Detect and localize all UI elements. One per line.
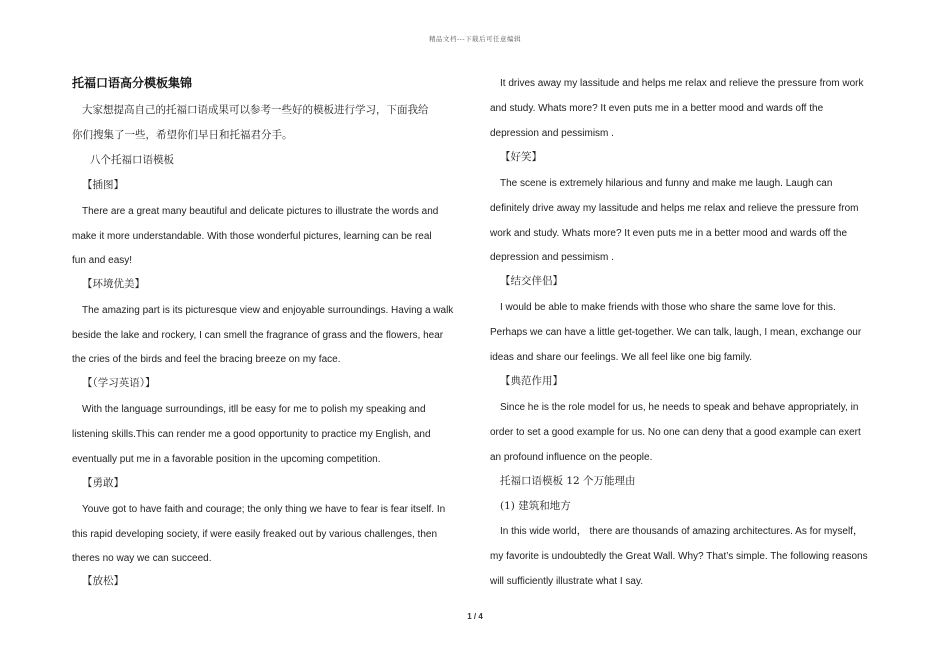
section-heading-role-model: 【典范作用】 — [500, 375, 563, 387]
text-line: Perhaps we can have a little get-together. We can talk, laugh, I mean, exchange our — [490, 327, 862, 338]
section-heading-learning-english: 【（学习英语）】 — [82, 377, 156, 389]
text-line: work and study. Whats more? It even puts me in a better mood and wards off the — [490, 228, 848, 239]
text-line: make it more understandable. With those wonderful pictures, learning can be real — [72, 231, 432, 242]
text-line: and study. Whats more? It even puts me in a better mood and wards off the — [490, 103, 824, 114]
text-line: Youve got to have faith and courage; the only thing we have to fear is fear itself. In — [82, 504, 446, 515]
text-line: The amazing part is its picturesque view and enjoyable surroundings. Having a walk — [82, 305, 454, 316]
text-line: There are a great many beautiful and delicate pictures to illustrate the words and — [82, 206, 439, 217]
text-line: order to set a good example for us. No one can deny that a good example can exert — [490, 427, 861, 438]
text-line: fun and easy! — [72, 255, 133, 266]
text-line: Since he is the role model for us, he needs to speak and behave appropriately, in — [500, 402, 859, 413]
text-line: ideas and share our feelings. We all feel like one big family. — [490, 352, 752, 363]
text-line: depression and pessimism . — [490, 252, 614, 263]
text-line: will sufficiently illustrate what I say. — [490, 576, 644, 587]
page-header: 精品文档---下载后可任意编辑 — [428, 35, 522, 43]
section-heading-environment: 【环境优美】 — [82, 278, 145, 290]
text-line: depression and pessimism . — [490, 128, 614, 139]
page-number: 1 / 4 — [467, 612, 483, 621]
subtitle-reasons: 托福口语模板 12 个万能理由 — [500, 475, 636, 487]
text-line: listening skills.This can render me a good opportunity to practice my English, and — [72, 429, 431, 440]
text-line: the cries of the birds and feel the bracing breeze on my face. — [72, 354, 341, 365]
text-line: I would be able to make friends with those who share the same love for this. — [500, 302, 836, 313]
text-line: this rapid developing society, if were easily freaked out by various challenges, then — [72, 529, 438, 540]
text-line: theres no way we can succeed. — [72, 553, 212, 564]
text-line: eventually put me in a favorable position in the upcoming competition. — [72, 454, 381, 465]
section-heading-funny: 【好笑】 — [500, 151, 542, 163]
subtitle: 八个托福口语模板 — [90, 154, 174, 166]
reason-heading: (1) 建筑和地方 — [500, 500, 571, 512]
text-line: It drives away my lassitude and helps me relax and relieve the pressure from work — [500, 78, 864, 89]
section-heading-friends: 【结交伴侣】 — [500, 275, 563, 287]
text-line: my favorite is undoubtedly the Great Wall. Why? That’s simple. The following reasons — [490, 551, 868, 562]
text-line: In this wide world， there are thousands of amazing architectures. As for myself， — [500, 526, 863, 537]
document-title: 托福口语高分模板集锦 — [72, 76, 193, 90]
text-line: With the language surroundings, itll be easy for me to polish my speaking and — [82, 404, 426, 415]
text-line: an profound influence on the people. — [490, 452, 653, 463]
section-heading-illustration: 【插图】 — [82, 179, 124, 191]
text-line: beside the lake and rockery, I can smell the fragrance of grass and the flowers, hear — [72, 330, 444, 341]
section-heading-relax: 【放松】 — [82, 575, 124, 587]
text-line: definitely drive away my lassitude and helps me relax and relieve the pressure from — [490, 203, 859, 214]
intro-line: 大家想提高自己的托福口语成果可以参考一些好的模板进行学习，下面我给 — [82, 104, 429, 116]
text-line: The scene is extremely hilarious and funny and make me laugh. Laugh can — [500, 178, 833, 189]
section-heading-courage: 【勇敢】 — [82, 477, 124, 489]
intro-line: 你们搜集了一些，希望你们早日和托福君分手。 — [72, 129, 293, 141]
